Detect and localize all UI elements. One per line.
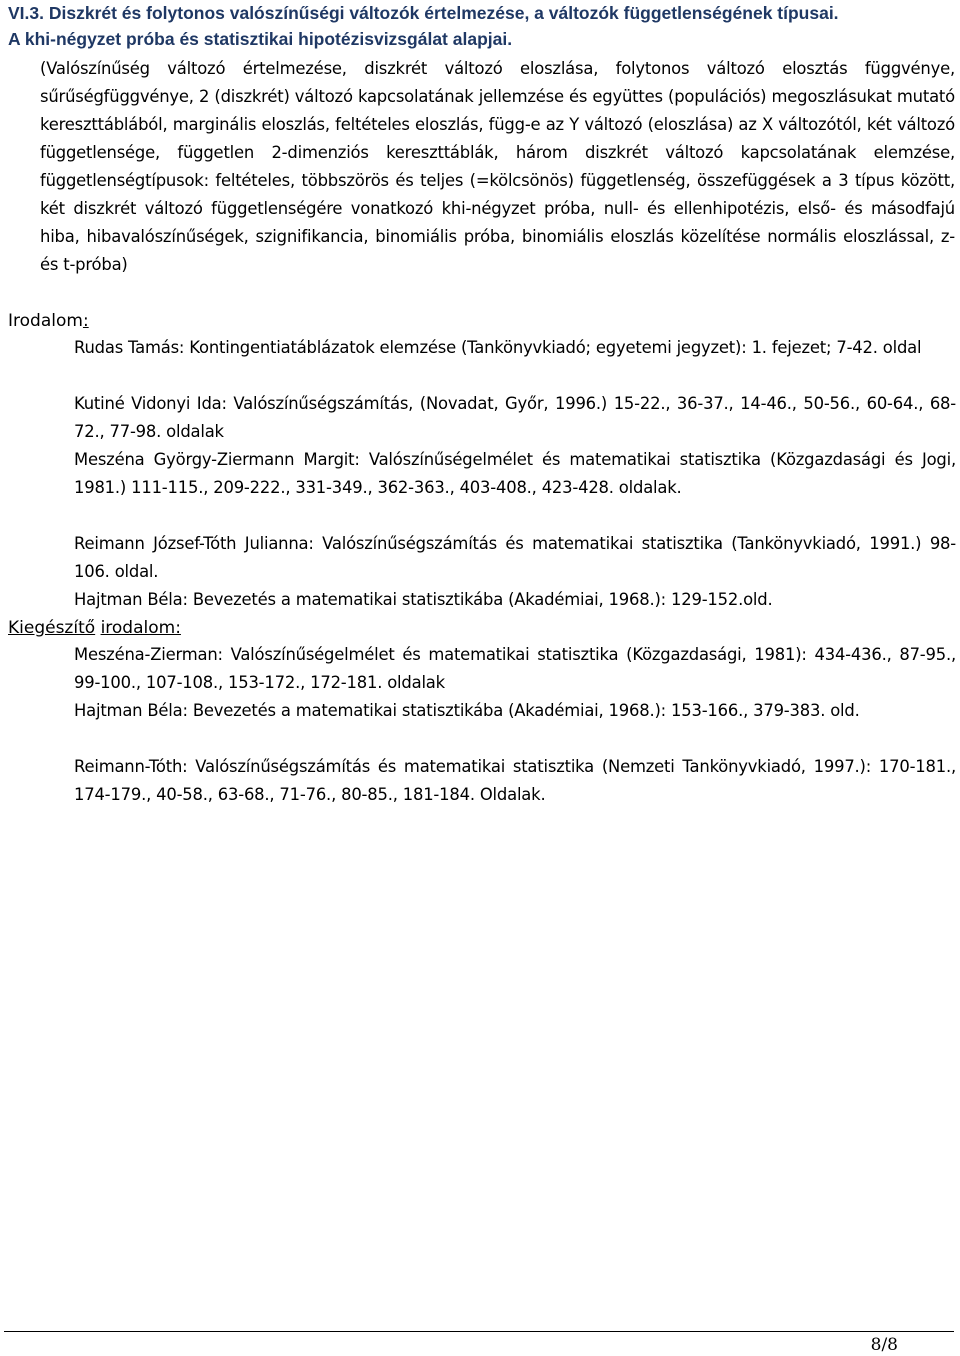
literature-item: Kutiné Vidonyi Ida: Valószínűségszámítás, (Novadat, Győr, 1996.) 15-22., 36-37., 14-46., 50-56., 60-64., 68-72., 77-98. oldalak <box>74 394 956 441</box>
literature-item: Meszéna György-Ziermann Margit: Valószínűségelmélet és matematikai statisztika (Közgazdasági és Jogi, 1981.) 111-115., 209-222., 331-349., 362-363., 403-408., 423-428. oldalak. <box>74 450 956 497</box>
section-heading <box>8 0 958 52</box>
supplementary-label-word1: Kiegészítő <box>8 618 96 638</box>
literature-item: Reimann József-Tóth Julianna: Valószínűségszámítás és matematikai statisztika (Tankönyvkiadó, 1991.) 98-106. oldal. <box>74 534 956 581</box>
literature-label <box>8 307 89 335</box>
topic-description: (Valószínűség változó értelmezése, diszkrét változó eloszlása, folytonos változó elosztás függvénye, sűrűségfüggvénye, 2 (diszkrét) változó kapcsolatának jellemzése és együttes (populációs) megoszlásukat mutató kereszttáblából, marginális eloszlás, feltételes eloszlás, függ-e az Y változó (eloszlása) az X változótól, két változó függetlensége, független 2-dimenziós kereszttáblák, három diszkrét változó kapcsolatának elemzése, függetlenségtípusok: feltételes, többszörös és teljes (=kölcsönös) függetlenség, összefüggések a 3 típus között, két diszkrét változó függetlenségére vonatkozó khi-négyzet próba, null- és ellenhipotézis, első- és másodfajú hiba, hibavalószínűségek, szignifikancia, binomiális próba, binomiális eloszlás közelítése normális eloszlással, z- és t-próba) <box>40 59 955 274</box>
heading-line-1: VI.3. Diszkrét és folytonos valószínűségi változók értelmezése, a változók függetlenségének típusai. <box>8 3 839 23</box>
literature-label-colon: : <box>82 311 89 331</box>
page-number: 8/8 <box>870 1335 898 1355</box>
supplementary-item: Meszéna-Zierman: Valószínűségelmélet és matematikai statisztika (Közgazdasági, 1981): 434-436., 87-95., 99-100., 107-108., 153-172., 172-181. oldalak <box>74 645 956 692</box>
literature-item: Hajtman Béla: Bevezetés a matematikai statisztikába (Akadémiai, 1968.): 129-152.old. <box>74 590 773 609</box>
supplementary-item: Reimann-Tóth: Valószínűségszámítás és matematikai statisztika (Nemzeti Tankönyvkiadó, 1997.): 170-181., 174-179., 40-58., 63-68., 71-76., 80-85., 181-184. Oldalak. <box>74 757 956 804</box>
supplementary-literature-label <box>8 614 181 642</box>
literature-item: Rudas Tamás: Kontingentiatáblázatok elemzése (Tankönyvkiadó; egyetemi jegyzet): 1. fejezet; 7-42. oldal <box>74 338 922 357</box>
supplementary-label-word2: irodalom: <box>100 618 181 638</box>
footer-divider <box>4 1331 954 1332</box>
heading-line-2: A khi-négyzet próba és statisztikai hipotézisvizsgálat alapjai. <box>8 29 513 49</box>
supplementary-item: Hajtman Béla: Bevezetés a matematikai statisztikába (Akadémiai, 1968.): 153-166., 379-383. old. <box>74 701 860 720</box>
literature-label-text: Irodalom <box>8 311 83 331</box>
